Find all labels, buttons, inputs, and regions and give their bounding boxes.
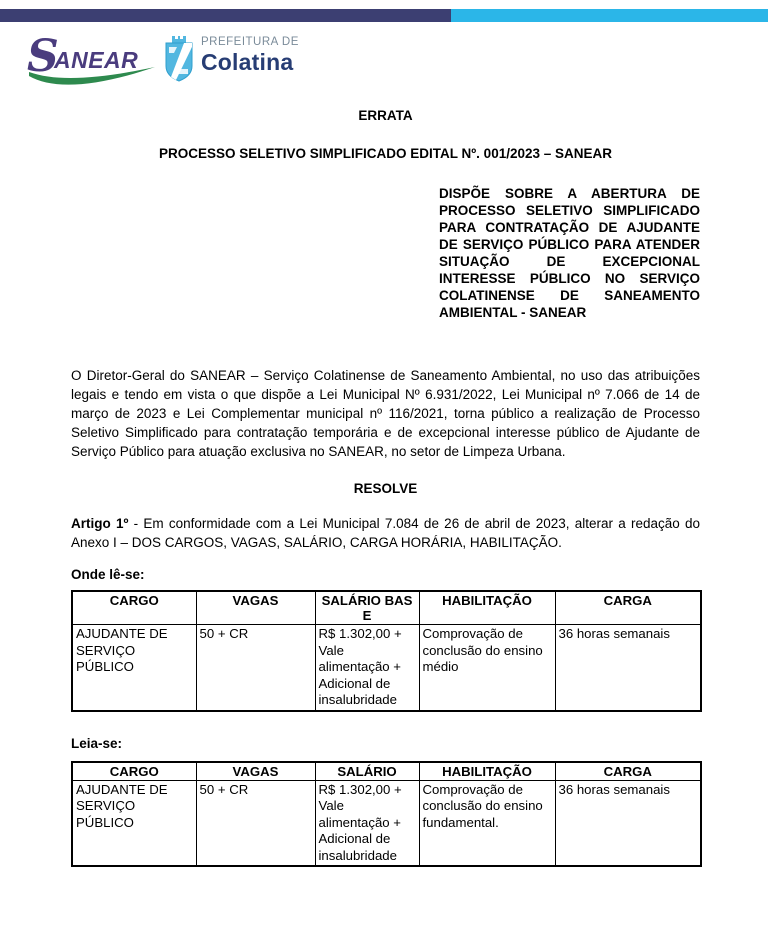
table-cell-cargo: AJUDANTE DE SERVIÇO PÚBLICO xyxy=(72,780,196,866)
table-cell-salario: R$ 1.302,00 + Vale alimentação + Adicional de insalubridade xyxy=(315,780,419,866)
svg-text:S: S xyxy=(27,31,59,82)
table-cell-habilitacao: Comprovação de conclusão do ensino médio xyxy=(419,625,555,711)
article-1-text: - Em conformidade com a Lei Municipal 7.084 de 26 de abril de 2023, alterar a redação do Anexo I – DOS CARGOS, VAGAS, SALÁRIO, CARGA HORÁRIA, HABILITAÇÃO. xyxy=(71,516,700,550)
colatina-logo-line2: Colatina xyxy=(201,48,294,75)
document-content xyxy=(71,0,700,867)
table-header-cell-salario: SALÁRIO xyxy=(315,762,419,781)
svg-text:ANEAR: ANEAR xyxy=(54,47,139,73)
table-header-cell-vagas: VAGAS xyxy=(196,762,315,781)
intro-paragraph: O Diretor-Geral do SANEAR – Serviço Colatinense de Saneamento Ambiental, no uso das atribuições legais e tendo em vista o que dispõe a Lei Municipal Nº 6.931/2022, Lei Municipal nº 7.066 de 14 de março de 2023 e Lei Complementar municipal nº 116/2021, torna público a realização de Processo Seletivo Simplificado para contratação temporária e de excepcional interesse público de Ajudante de Serviço Público para atuação exclusiva no SANEAR, no setor de Limpeza Urbana. xyxy=(71,368,700,459)
table-cell-salario: R$ 1.302,00 + Vale alimentação + Adicional de insalubridade xyxy=(315,625,419,711)
table-before xyxy=(71,590,702,712)
leia-se-label: Leia-se: xyxy=(71,735,123,751)
table-row xyxy=(72,625,701,711)
table-cell-carga: 36 horas semanais xyxy=(555,625,701,711)
resolve-heading: RESOLVE xyxy=(353,481,418,496)
colatina-logo-line1: PREFEITURA DE xyxy=(201,36,299,48)
table-cell-cargo: AJUDANTE DE SERVIÇO PÚBLICO xyxy=(72,625,196,711)
article-1-paragraph xyxy=(71,514,700,552)
table-cell-carga: 36 horas semanais xyxy=(555,780,701,866)
table-header-cell-carga: CARGA xyxy=(555,591,701,625)
summary-block: DISPÕE SOBRE A ABERTURA DE PROCESSO SELETIVO SIMPLIFICADO PARA CONTRATAÇÃO DE AJUDANTE DE SERVIÇO PÚBLICO PARA ATENDER SITUAÇÃO DE EXCEPCIONAL INTERESSE PÚBLICO NO SERVIÇO COLATINENSE DE SANEAMENTO AMBIENTAL - SANEAR xyxy=(439,186,700,320)
onde-le-se-label: Onde lê-se: xyxy=(71,567,145,582)
document-subtitle: PROCESSO SELETIVO SIMPLIFICADO EDITAL Nº. 001/2023 – SANEAR xyxy=(158,146,613,161)
table-before-header-row xyxy=(72,591,701,625)
table-cell-vagas: 50 + CR xyxy=(196,625,315,711)
table-row xyxy=(72,780,701,866)
table-after-header-row xyxy=(72,762,701,781)
table-cell-vagas: 50 + CR xyxy=(196,780,315,866)
table-header-cell-habilitacao: HABILITAÇÃO xyxy=(419,762,555,781)
document-title: ERRATA xyxy=(358,108,413,123)
table-header-cell-cargo: CARGO xyxy=(72,762,196,781)
table-after xyxy=(71,761,702,868)
article-1-lead: Artigo 1º xyxy=(71,516,129,531)
table-header-cell-salario-base: SALÁRIO BASE xyxy=(315,591,419,625)
table-cell-habilitacao: Comprovação de conclusão do ensino fundamental. xyxy=(419,780,555,866)
table-header-cell-vagas: VAGAS xyxy=(196,591,315,625)
table-header-cell-carga: CARGA xyxy=(555,762,701,781)
table-header-cell-cargo: CARGO xyxy=(72,591,196,625)
table-header-cell-habilitacao: HABILITAÇÃO xyxy=(419,591,555,625)
